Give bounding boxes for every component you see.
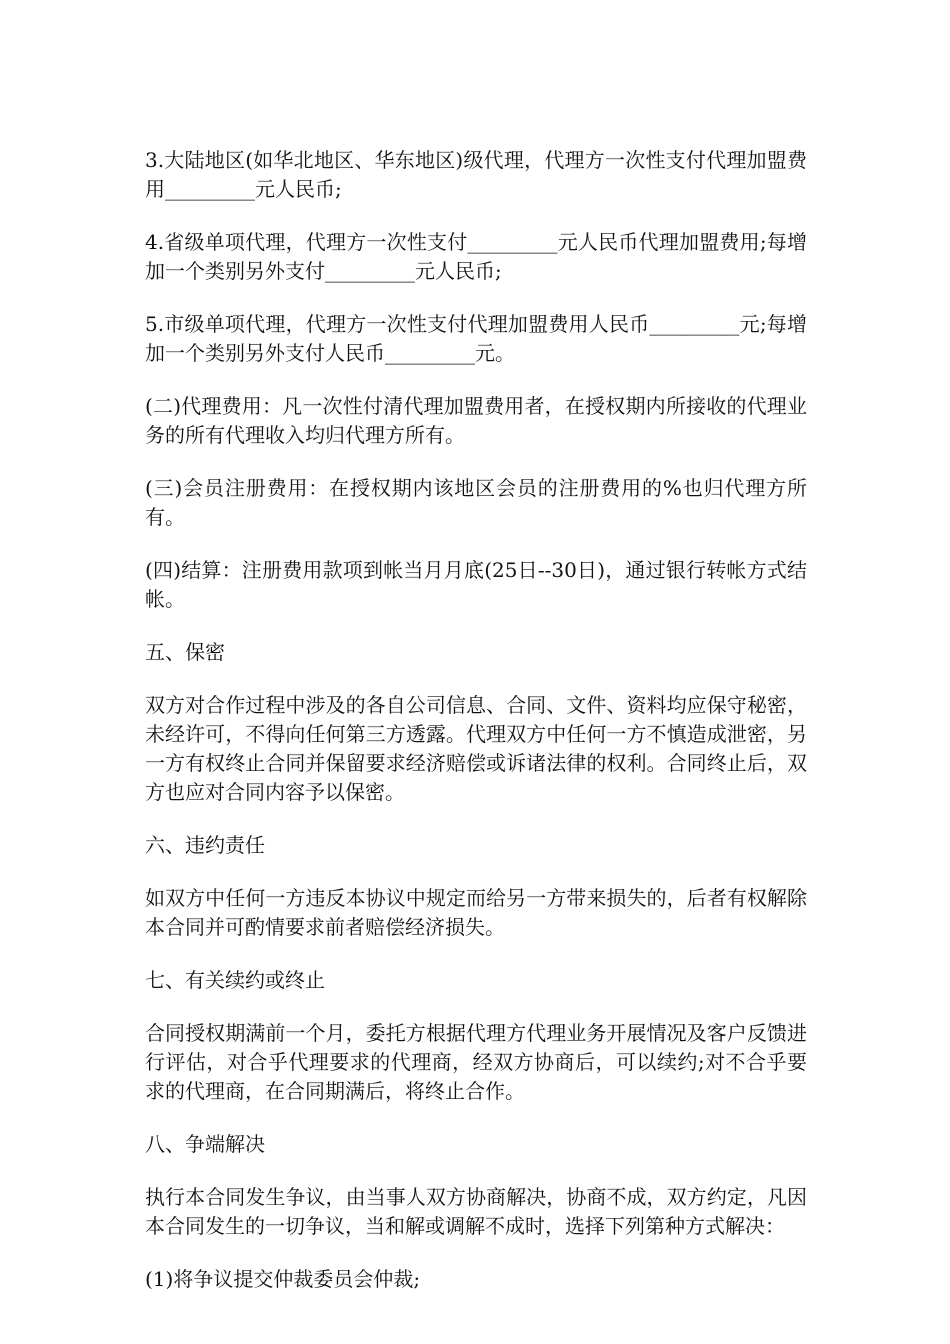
section-heading-renewal: 七、有关续约或终止 — [145, 968, 325, 992]
clause-member-registration-fee: (三)会员注册费用：在授权期内该地区会员的注册费用的%也归代理方所有。 — [145, 476, 807, 529]
clause-agency-income: (二)代理费用：凡一次性付清代理加盟费用者，在授权期内所接收的代理业务的所有代理收入均归代理方所有。 — [145, 394, 807, 447]
clause-renewal: 合同授权期满前一个月，委托方根据代理方代理业务开展情况及客户反馈进行评估，对合乎代理要求的代理商，经双方协商后，可以续约;对不合乎要求的代理商，在合同期满后，将终止合作。 — [145, 1021, 807, 1103]
section-heading-breach: 六、违约责任 — [145, 833, 265, 857]
document-body — [145, 146, 807, 1318]
clause-continental-agency-fee: 3.大陆地区(如华北地区、华东地区)级代理，代理方一次性支付代理加盟费用_________元人民币; — [145, 148, 807, 201]
clause-settlement: (四)结算：注册费用款项到帐当月月底(25日--30日)，通过银行转帐方式结帐。 — [145, 558, 807, 611]
clause-breach: 如双方中任何一方违反本协议中规定而给另一方带来损失的，后者有权解除本合同并可酌情要求前者赔偿经济损失。 — [145, 886, 807, 939]
clause-provincial-agency-fee: 4.省级单项代理，代理方一次性支付_________元人民币代理加盟费用;每增加一个类别另外支付_________元人民币; — [145, 230, 807, 283]
section-heading-confidentiality: 五、保密 — [145, 640, 225, 664]
clause-dispute: 执行本合同发生争议，由当事人双方协商解决，协商不成，双方约定，凡因本合同发生的一切争议，当和解或调解不成时，选择下列第种方式解决： — [145, 1185, 807, 1238]
clause-confidentiality: 双方对合作过程中涉及的各自公司信息、合同、文件、资料均应保守秘密，未经许可，不得向任何第三方透露。代理双方中任何一方不慎造成泄密，另一方有权终止合同并保留要求经济赔偿或诉诸法律的权利。合同终止后，双方也应对合同内容予以保密。 — [145, 693, 807, 804]
clause-arbitration: (1)将争议提交仲裁委员会仲裁; — [145, 1267, 421, 1291]
clause-city-agency-fee: 5.市级单项代理，代理方一次性支付代理加盟费用人民币_________元;每增加一个类别另外支付人民币_________元。 — [145, 312, 807, 365]
section-heading-dispute: 八、争端解决 — [145, 1132, 265, 1156]
